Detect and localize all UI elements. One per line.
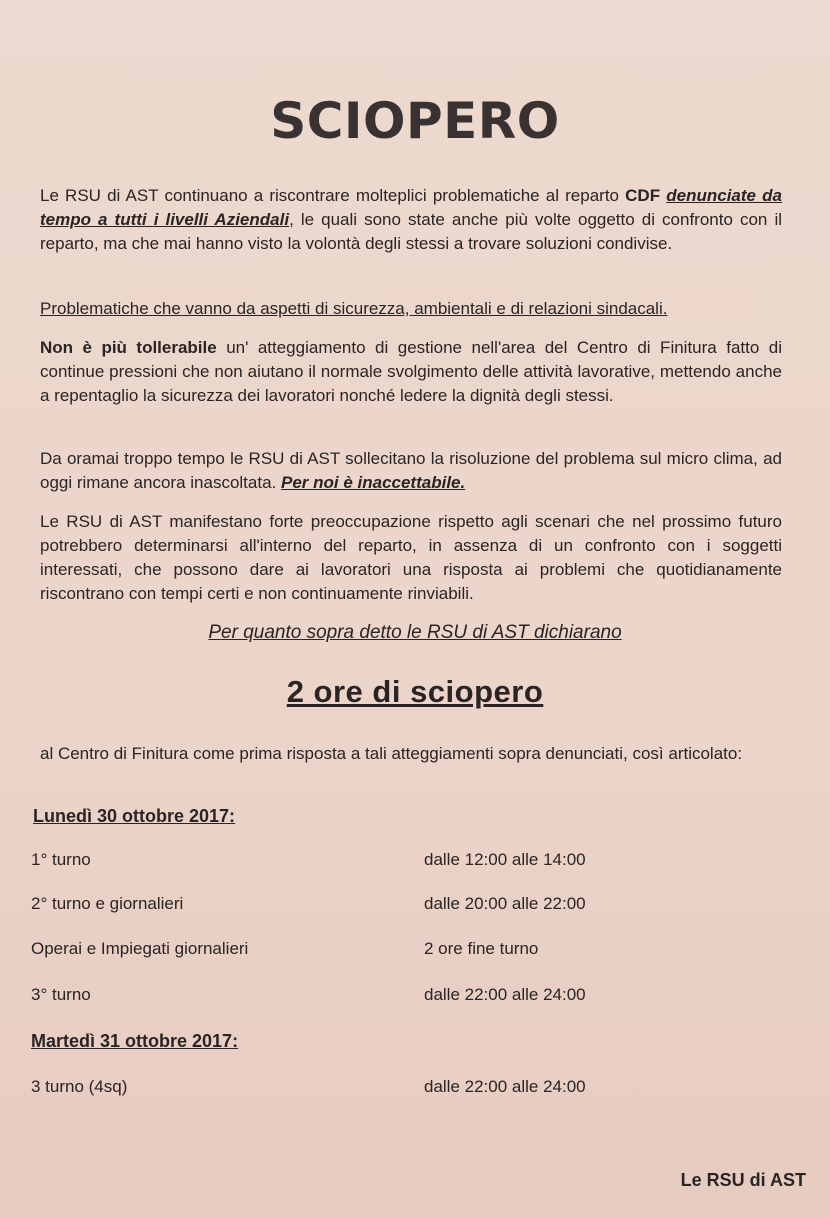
intro-paragraph xyxy=(40,184,782,256)
concern-paragraph: Le RSU di AST manifestano forte preoccupazione rispetto agli scenari che nel prossimo futuro potrebbero determinarsi all'interno del reparto, in assenza di un confronto con i soggetti interessati, che possono dare ai lavoratori una risposta ai problemi che quotidianamente riscontrano con tempi certi e non continuamente rinviabili. xyxy=(40,512,782,603)
intro-emphasis: denunciate da tempo a tutti i livelli Aziendali xyxy=(40,186,782,229)
declare-line: Per quanto sopra detto le RSU di AST dichiarano xyxy=(208,622,622,643)
shift-label: Operai e Impiegati giornalieri xyxy=(31,939,249,958)
shift-time: dalle 20:00 alle 22:00 xyxy=(424,894,586,913)
shift-label: 1° turno xyxy=(31,850,91,869)
tolerance-text: un' atteggiamento di gestione nell'area del Centro di Finitura fatto di continue pressioni che non aiutano il normale svolgimento delle attività lavorative, mettendo anche a repentaglio la sicurezza dei lavoratori nonché ledere la dignità degli stessi. xyxy=(40,338,782,405)
climate-emphasis: Per noi è inaccettabile. xyxy=(280,473,466,492)
intro-department: CDF xyxy=(625,186,661,205)
page-title: SCIOPERO xyxy=(270,92,560,150)
shift-label: 2° turno e giornalieri xyxy=(31,894,184,913)
climate-text: Da oramai troppo tempo le RSU di AST sollecitano la risoluzione del problema sul micro clima, ad oggi rimane ancora inascoltata. xyxy=(40,449,782,492)
intro-text-1: Le RSU di AST continuano a riscontrare molteplici problematiche al reparto xyxy=(40,186,626,205)
shift-label: 3 turno (4sq) xyxy=(31,1077,128,1096)
articulation-paragraph: al Centro di Finitura come prima risposta a tali atteggiamenti sopra denunciati, così articolato: xyxy=(40,744,743,763)
strike-headline: 2 ore di sciopero xyxy=(286,674,544,709)
signature: Le RSU di AST xyxy=(680,1170,806,1190)
shift-time: dalle 22:00 alle 24:00 xyxy=(424,1077,586,1096)
shift-time: 2 ore fine turno xyxy=(424,939,539,958)
climate-paragraph xyxy=(40,447,782,495)
shift-time: dalle 12:00 alle 14:00 xyxy=(424,850,586,869)
shift-label: 3° turno xyxy=(31,985,91,1004)
shift-time: dalle 22:00 alle 24:00 xyxy=(424,985,586,1004)
intro-text-2: , le quali sono state anche più volte oggetto di confronto con il reparto, ma che mai hanno visto la volontà degli stessi a trovare soluzioni condivise. xyxy=(40,210,782,253)
day1-date: Lunedì 30 ottobre 2017: xyxy=(33,806,236,826)
problematiche-line: Problematiche che vanno da aspetti di sicurezza, ambientali e di relazioni sindacali. xyxy=(40,299,668,318)
tolerance-bold: Non è più tollerabile xyxy=(40,338,217,357)
day2-date: Martedì 31 ottobre 2017: xyxy=(31,1031,239,1051)
tolerance-paragraph xyxy=(40,336,782,408)
